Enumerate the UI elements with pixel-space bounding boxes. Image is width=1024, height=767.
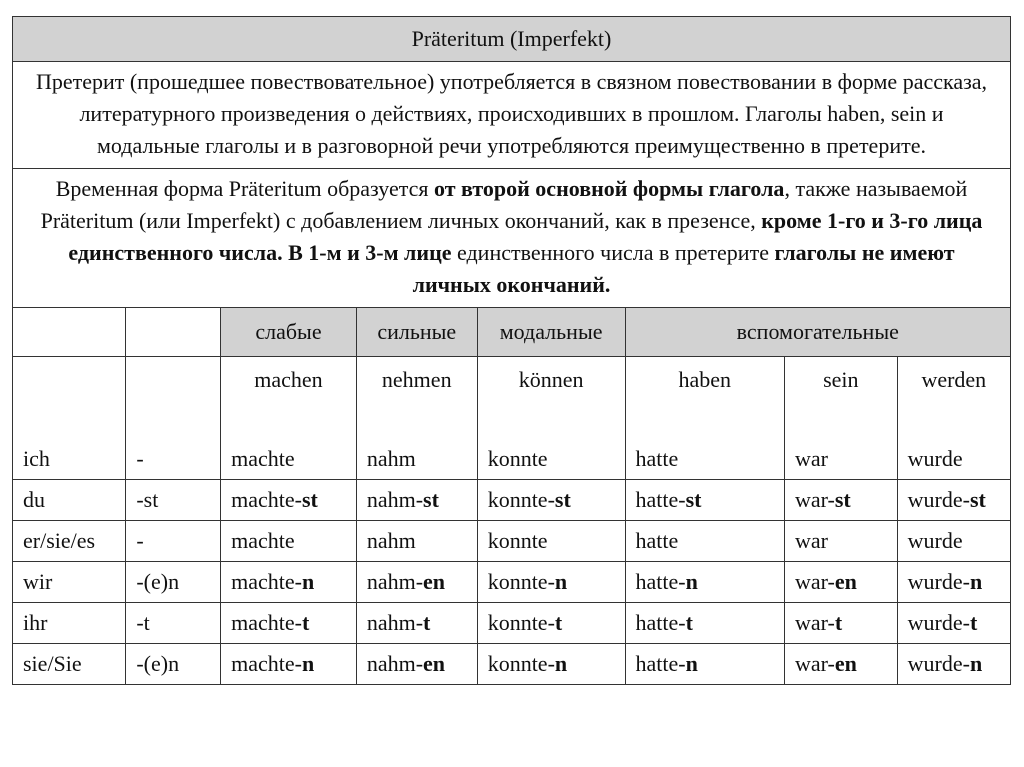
verb-stem: konnte- xyxy=(487,610,555,635)
ending-cell: -t xyxy=(126,603,221,644)
verb-stem: nahm- xyxy=(366,569,424,594)
pronoun-cell: du xyxy=(13,480,126,521)
pronoun-cell: er/sie/es xyxy=(13,521,126,562)
verb-stem: nahm- xyxy=(366,610,424,635)
verb-ending: en xyxy=(423,569,446,594)
verb-stem: hatte- xyxy=(635,487,686,512)
verb-form-cell xyxy=(625,603,784,644)
verb-header: können xyxy=(477,357,625,440)
verb-form-cell xyxy=(477,480,625,521)
verb-form-cell xyxy=(356,562,477,603)
verb-stem: hatte xyxy=(635,528,679,553)
verb-form-cell xyxy=(784,521,897,562)
verb-stem: konnte- xyxy=(487,569,555,594)
verb-ending: n xyxy=(554,651,568,676)
verb-form-cell xyxy=(625,562,784,603)
verb-stem: war- xyxy=(794,569,835,594)
pronoun-cell: ihr xyxy=(13,603,126,644)
verb-form-cell xyxy=(625,644,784,685)
verb-ending: en xyxy=(834,651,857,676)
empty-header-cell xyxy=(13,357,126,440)
formation-text-2: , также называемой Präteritum (или Imperfekt) с добавлением личных окончаний, как в презенсе, xyxy=(40,176,968,233)
verb-form-cell xyxy=(625,439,784,480)
verb-form-cell xyxy=(477,521,625,562)
group-strong: сильные xyxy=(356,308,477,357)
verb-form-cell xyxy=(221,562,357,603)
pronoun-cell: sie/Sie xyxy=(13,644,126,685)
conjugation-table xyxy=(13,308,1010,684)
table-row xyxy=(13,562,1010,603)
verb-form-cell xyxy=(897,562,1010,603)
grammar-table-frame xyxy=(12,16,1011,685)
verb-stem: war- xyxy=(794,651,835,676)
table-row xyxy=(13,603,1010,644)
verb-form-cell xyxy=(897,480,1010,521)
verb-form-cell xyxy=(897,644,1010,685)
verb-stem: machte- xyxy=(231,487,302,512)
verb-header: machen xyxy=(221,357,357,440)
verb-ending: n xyxy=(969,651,983,676)
verb-stem: machte- xyxy=(231,610,302,635)
verb-stem: hatte- xyxy=(635,610,686,635)
ending-cell: - xyxy=(126,439,221,480)
verb-form-cell xyxy=(625,480,784,521)
verb-stem: wurde xyxy=(907,528,963,553)
verb-stem: war- xyxy=(794,610,835,635)
verb-form-cell xyxy=(784,603,897,644)
verb-form-cell xyxy=(477,644,625,685)
verb-stem: machte xyxy=(231,528,295,553)
group-weak: слабые xyxy=(221,308,357,357)
formation-bold-2: кроме 1-го и 3-го лица единственного числа. В 1-м и 3-м лице xyxy=(68,208,983,265)
verb-ending: st xyxy=(301,487,318,512)
verb-form-cell xyxy=(356,521,477,562)
verb-form-cell xyxy=(784,439,897,480)
verb-form-cell xyxy=(897,521,1010,562)
verb-form-cell xyxy=(784,480,897,521)
verb-form-cell xyxy=(221,521,357,562)
verb-form-cell xyxy=(221,480,357,521)
verb-stem: konnte xyxy=(487,446,548,471)
verb-stem: hatte xyxy=(635,446,679,471)
verb-stem: wurde- xyxy=(907,651,970,676)
verb-form-cell xyxy=(477,603,625,644)
verb-ending: en xyxy=(423,651,446,676)
verb-ending: n xyxy=(685,569,698,594)
verb-stem: war xyxy=(794,446,828,471)
usage-paragraph: Претерит (прошедшее повествовательное) употребляется в связном повествовании в форме рассказа, литературного произведения о действиях, происходивших в прошлом. Глаголы haben, sein и модальные глаголы и в разговорной речи употребляются преимущественно в претерите. xyxy=(13,62,1010,169)
verb-stem: wurde- xyxy=(907,569,970,594)
verb-stem: wurde- xyxy=(907,487,970,512)
verb-ending: t xyxy=(834,610,843,635)
verb-stem: machte xyxy=(231,446,295,471)
verb-stem: machte- xyxy=(231,569,302,594)
verb-header: werden xyxy=(897,357,1010,440)
verb-stem: nahm- xyxy=(366,651,424,676)
verb-stem: hatte- xyxy=(635,651,686,676)
verb-form-cell xyxy=(221,603,357,644)
verb-ending: st xyxy=(423,487,439,512)
group-auxiliary: вспомогательные xyxy=(625,308,1010,357)
verb-ending: t xyxy=(969,610,978,635)
verb-form-cell xyxy=(356,439,477,480)
ending-cell: -(e)n xyxy=(126,644,221,685)
verb-ending: n xyxy=(554,569,568,594)
formation-paragraph xyxy=(13,169,1010,308)
table-row xyxy=(13,480,1010,521)
verb-ending: n xyxy=(685,651,698,676)
empty-header-cell xyxy=(13,308,126,357)
verb-stem: konnte xyxy=(487,528,548,553)
verb-form-cell xyxy=(477,439,625,480)
ending-cell: -st xyxy=(126,480,221,521)
empty-header-cell xyxy=(126,308,221,357)
verb-form-cell xyxy=(356,644,477,685)
verb-form-cell xyxy=(784,644,897,685)
verb-ending: t xyxy=(301,610,310,635)
verb-header: sein xyxy=(784,357,897,440)
pronoun-cell: ich xyxy=(13,439,126,480)
pronoun-cell: wir xyxy=(13,562,126,603)
verb-form-cell xyxy=(897,603,1010,644)
verb-form-cell xyxy=(356,480,477,521)
formation-text-1: Временная форма Präteritum образуется xyxy=(55,176,435,201)
verb-ending: t xyxy=(554,610,563,635)
verb-stem: wurde xyxy=(907,446,963,471)
verb-form-cell xyxy=(784,562,897,603)
verb-form-cell xyxy=(356,603,477,644)
ending-cell: - xyxy=(126,521,221,562)
verb-stem: war xyxy=(794,528,828,553)
verb-ending: en xyxy=(834,569,857,594)
verb-stem: war- xyxy=(794,487,835,512)
verb-stem: wurde- xyxy=(907,610,970,635)
verb-stem: nahm xyxy=(366,528,416,553)
formation-bold-3: глаголы не имеют личных окончаний. xyxy=(412,240,955,297)
verb-ending: t xyxy=(423,610,431,635)
verb-ending: n xyxy=(301,651,315,676)
verb-ending: n xyxy=(301,569,315,594)
verb-ending: t xyxy=(685,610,693,635)
group-modal: модальные xyxy=(477,308,625,357)
verb-stem: nahm- xyxy=(366,487,424,512)
verb-header: nehmen xyxy=(356,357,477,440)
verb-form-cell xyxy=(625,521,784,562)
verb-ending: st xyxy=(685,487,702,512)
verb-stem: machte- xyxy=(231,651,302,676)
verb-form-cell xyxy=(477,562,625,603)
verb-ending: st xyxy=(969,487,986,512)
formation-text-3: единственного числа в претерите xyxy=(451,240,775,265)
table-row xyxy=(13,439,1010,480)
verb-form-cell xyxy=(221,439,357,480)
table-row xyxy=(13,521,1010,562)
empty-header-cell xyxy=(126,357,221,440)
verb-stem: konnte- xyxy=(487,487,555,512)
verb-stem: hatte- xyxy=(635,569,686,594)
verb-ending: st xyxy=(834,487,851,512)
table-row xyxy=(13,644,1010,685)
verb-form-cell xyxy=(897,439,1010,480)
ending-cell: -(e)n xyxy=(126,562,221,603)
verb-header: haben xyxy=(625,357,784,440)
verb-ending: st xyxy=(554,487,571,512)
table-title: Präteritum (Imperfekt) xyxy=(13,17,1010,62)
verb-ending: n xyxy=(969,569,983,594)
verb-stem: nahm xyxy=(366,446,416,471)
verb-form-cell xyxy=(221,644,357,685)
verb-stem: konnte- xyxy=(487,651,555,676)
formation-bold-1: от второй основной формы глагола xyxy=(434,176,785,201)
